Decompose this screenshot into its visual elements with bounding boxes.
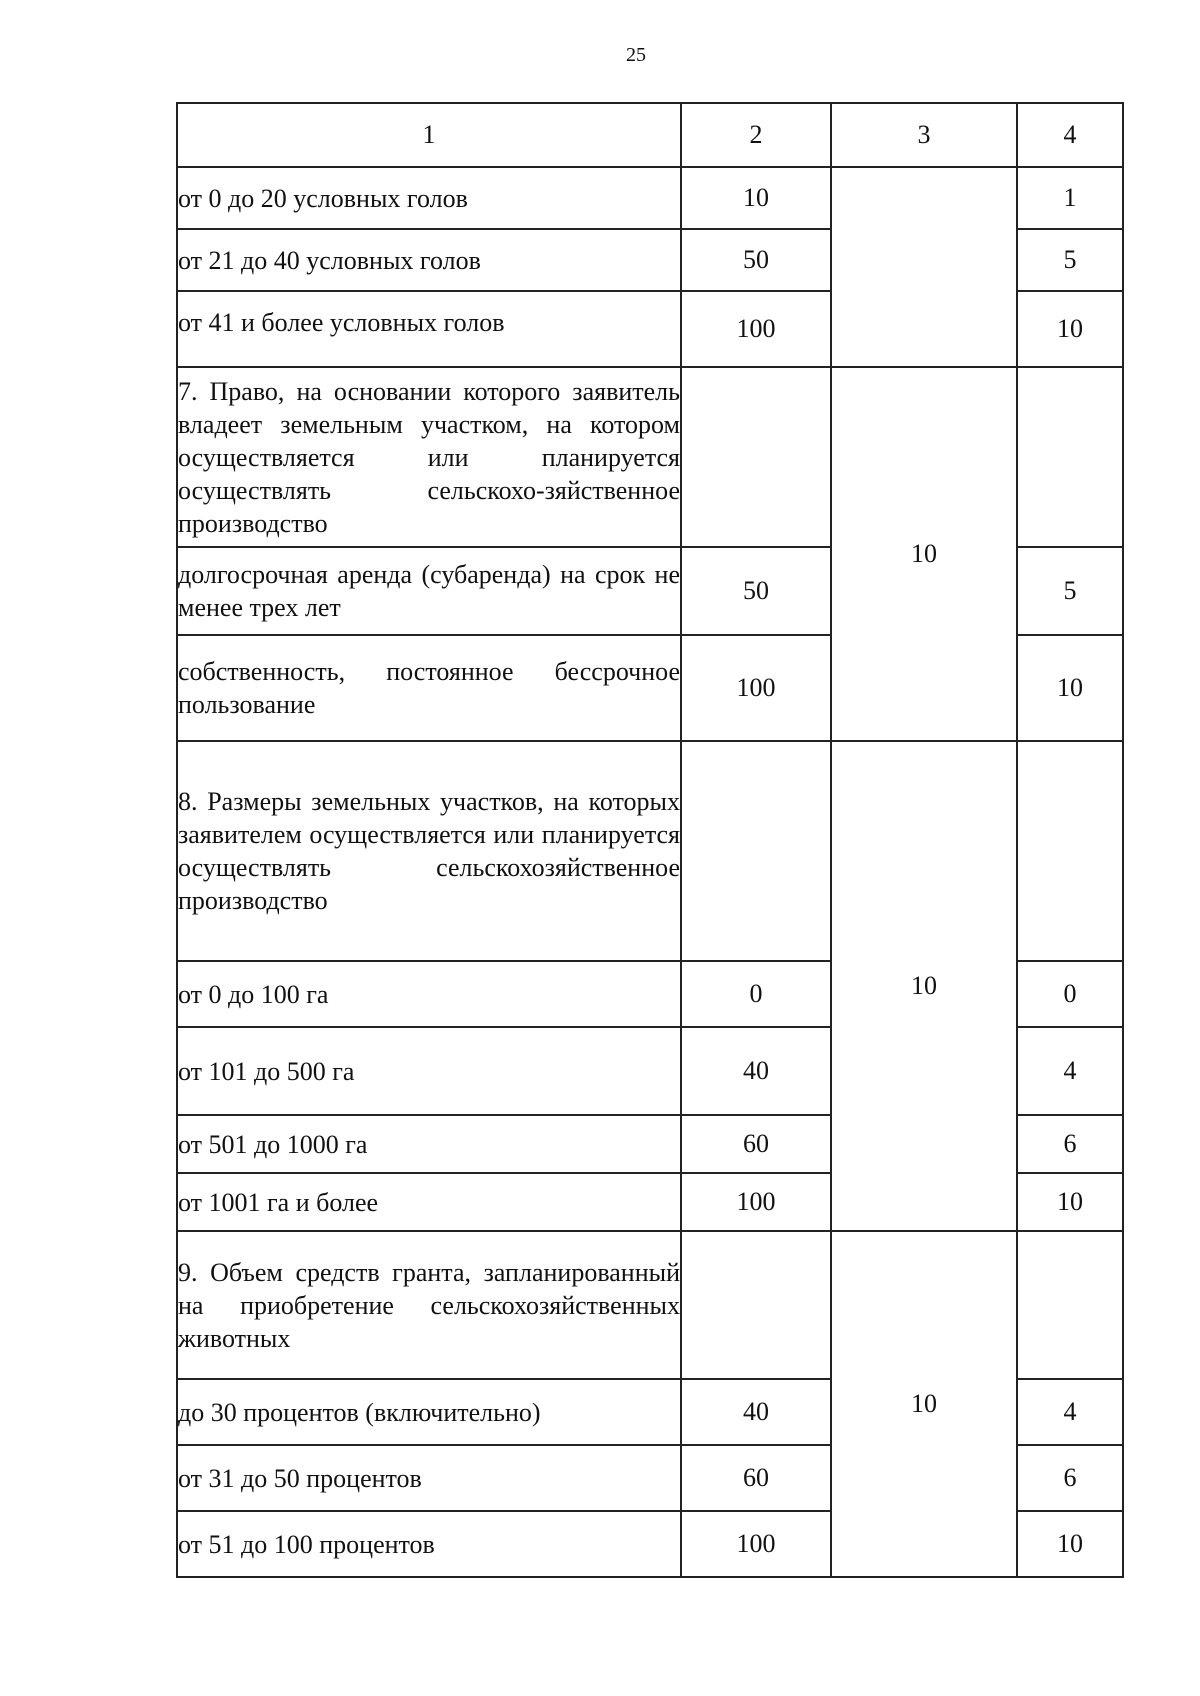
column-header-2: 2 — [681, 103, 831, 167]
score-value: 10 — [1017, 1173, 1123, 1231]
criterion-title-row — [177, 1231, 1123, 1379]
points-value: 60 — [681, 1445, 831, 1511]
criterion-9-weight: 10 — [831, 1231, 1017, 1577]
criterion-title-row — [177, 741, 1123, 961]
row-label: от 31 до 50 процентов — [177, 1445, 681, 1511]
points-value: 0 — [681, 961, 831, 1027]
header-row — [177, 103, 1123, 167]
table-row — [177, 167, 1123, 229]
points-value: 100 — [681, 291, 831, 367]
criterion-7-title: 7. Право, на основании которого заявитель владеет земельным участком, на котором осуществляется или планируется осуществлять сельскохо-зяйственное производство — [177, 367, 681, 547]
row-label: от 41 и более условных голов — [177, 291, 681, 367]
score-value: 0 — [1017, 961, 1123, 1027]
points-value: 100 — [681, 1173, 831, 1231]
empty-cell — [1017, 367, 1123, 547]
points-value: 40 — [681, 1379, 831, 1445]
score-value: 10 — [1017, 635, 1123, 741]
criterion-title-row — [177, 367, 1123, 547]
row-label: собственность, постоянное бессрочное пользование — [177, 635, 681, 741]
criteria-table — [176, 102, 1124, 1578]
score-value: 10 — [1017, 1511, 1123, 1577]
criterion-8-weight: 10 — [831, 741, 1017, 1231]
points-value: 10 — [681, 167, 831, 229]
column-header-4: 4 — [1017, 103, 1123, 167]
points-value: 50 — [681, 229, 831, 291]
score-value: 5 — [1017, 229, 1123, 291]
criterion-7-weight: 10 — [831, 367, 1017, 741]
page-number: 25 — [626, 44, 646, 66]
score-value: 4 — [1017, 1379, 1123, 1445]
row-label: долгосрочная аренда (субаренда) на срок не менее трех лет — [177, 547, 681, 635]
row-label: от 1001 га и более — [177, 1173, 681, 1231]
score-value: 6 — [1017, 1115, 1123, 1173]
empty-cell — [1017, 1231, 1123, 1379]
column-header-3: 3 — [831, 103, 1017, 167]
points-value: 100 — [681, 635, 831, 741]
row-label: от 51 до 100 процентов — [177, 1511, 681, 1577]
criterion-8-title: 8. Размеры земельных участков, на которых заявителем осуществляется или планируется осуществлять сельскохозяйственное производство — [177, 741, 681, 961]
points-value: 100 — [681, 1511, 831, 1577]
points-value: 40 — [681, 1027, 831, 1115]
points-value: 60 — [681, 1115, 831, 1173]
score-value: 4 — [1017, 1027, 1123, 1115]
row-label: от 0 до 100 га — [177, 961, 681, 1027]
empty-cell — [681, 741, 831, 961]
criterion-9-title: 9. Объем средств гранта, запланированный на приобретение сельскохозяйственных животных — [177, 1231, 681, 1379]
row-label: до 30 процентов (включительно) — [177, 1379, 681, 1445]
column-header-1: 1 — [177, 103, 681, 167]
row-label: от 0 до 20 условных голов — [177, 167, 681, 229]
empty-cell — [1017, 741, 1123, 961]
score-value: 6 — [1017, 1445, 1123, 1511]
points-value: 50 — [681, 547, 831, 635]
empty-cell — [681, 1231, 831, 1379]
weight-cell-empty — [831, 167, 1017, 367]
row-label: от 101 до 500 га — [177, 1027, 681, 1115]
row-label: от 501 до 1000 га — [177, 1115, 681, 1173]
empty-cell — [681, 367, 831, 547]
row-label: от 21 до 40 условных голов — [177, 229, 681, 291]
score-value: 1 — [1017, 167, 1123, 229]
score-value: 5 — [1017, 547, 1123, 635]
score-value: 10 — [1017, 291, 1123, 367]
